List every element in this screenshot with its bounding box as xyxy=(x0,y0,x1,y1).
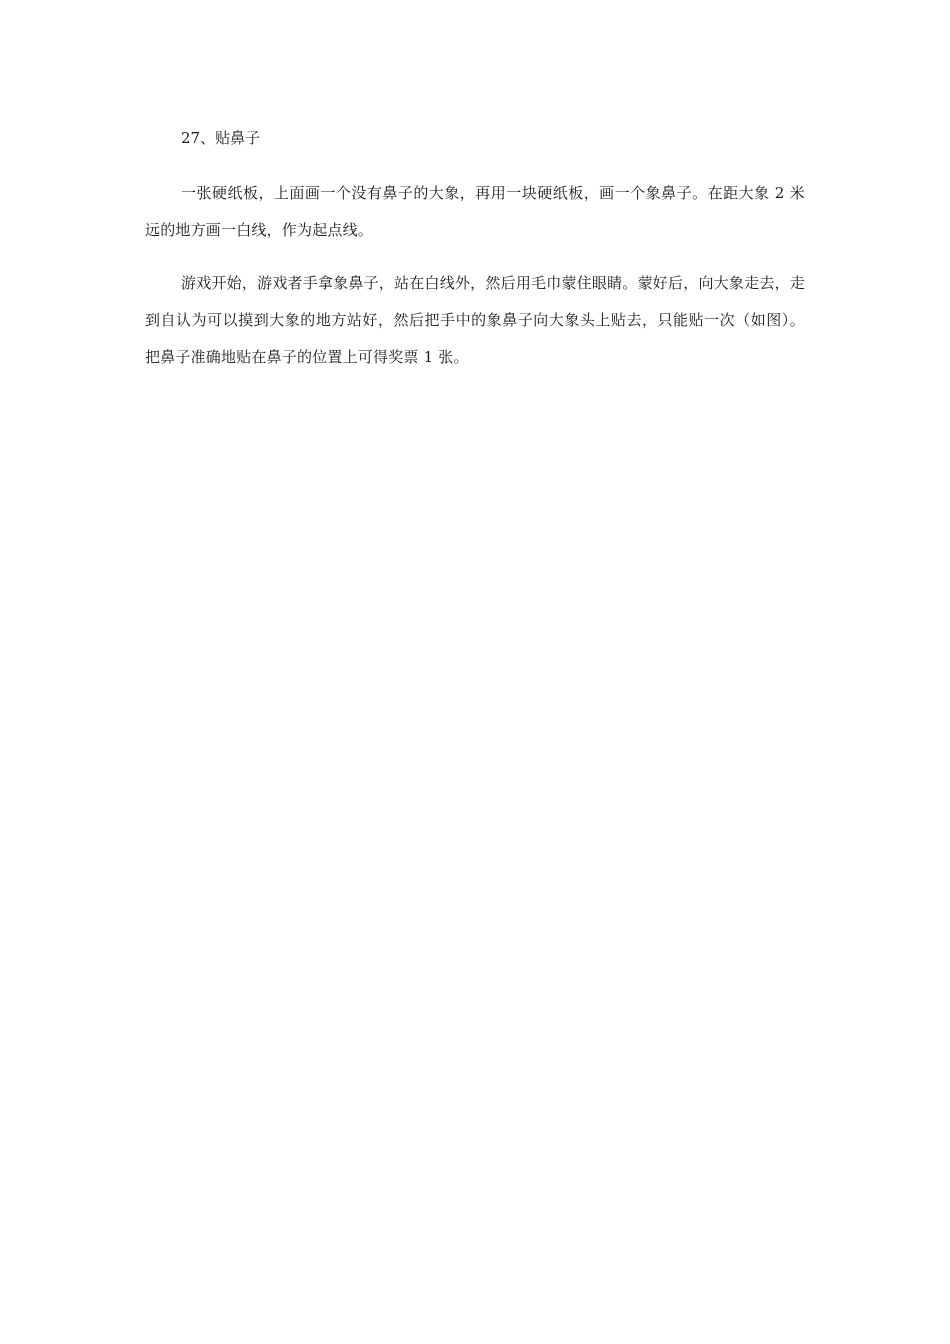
section-heading: 27、贴鼻子 xyxy=(181,129,261,147)
document-body xyxy=(145,126,805,392)
paragraph-setup: 一张硬纸板，上面画一个没有鼻子的大象，再用一块硬纸板，画一个象鼻子。在距大象 2 米远的地方画一白线，作为起点线。 xyxy=(145,184,805,239)
paragraph-rules: 游戏开始，游戏者手拿象鼻子，站在白线外，然后用毛巾蒙住眼睛。蒙好后，向大象走去，走到自认为可以摸到大象的地方站好，然后把手中的象鼻子向大象头上贴去，只能贴一次（如图）。把鼻子准确地贴在鼻子的位置上可得奖票 1 张。 xyxy=(145,274,805,366)
